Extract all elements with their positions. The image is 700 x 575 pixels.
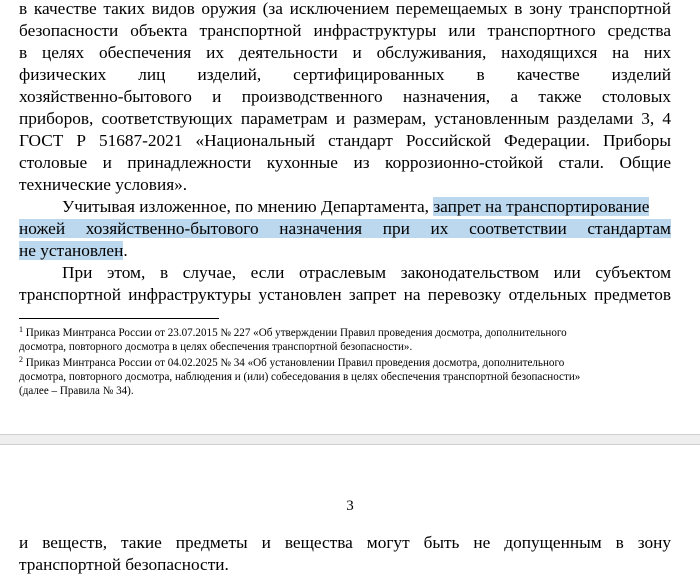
footnote-text: Приказ Минтранса России от 23.07.2015 № 227 «Об утверждении Правил проведения досмотра, дополнительного bbox=[25, 327, 567, 339]
selected-text[interactable]: не установлен bbox=[19, 241, 124, 260]
body-text-line: хозяйственно-бытового и производственного назначения, а также столовых bbox=[19, 87, 671, 106]
body-text-line: в целях обеспечения их деятельности и обслуживания, находящихся на них bbox=[19, 43, 671, 62]
footnote-text: досмотра, повторного досмотра в целях обеспечения транспортной безопасности». bbox=[19, 341, 413, 353]
footnote-text: Приказ Минтранса России от 04.02.2025 № 34 «Об установлении Правил проведения досмотра, дополнительного bbox=[25, 357, 565, 369]
footnote-separator bbox=[19, 318, 219, 319]
body-text-line: приборов, соответствующих параметрам и размерам, установленным разделами 3, 4 bbox=[19, 109, 671, 128]
body-text-line: ГОСТ Р 51687-2021 «Национальный стандарт Российской Федерации. Приборы bbox=[19, 131, 671, 150]
body-text-line: технические условия». bbox=[19, 175, 188, 194]
body-text-line: безопасности объекта транспортной инфраструктуры или транспортного средства bbox=[19, 21, 671, 40]
body-text-line bbox=[19, 240, 671, 261]
selected-text[interactable]: ножей хозяйственно-бытового назначения при их соответствии стандартам bbox=[19, 219, 671, 238]
footnote-mark: 1 bbox=[19, 325, 23, 334]
body-text-line: При этом, в случае, если отраслевым законодательством или субъектом bbox=[62, 263, 671, 282]
body-text-line: в качестве таких видов оружия (за исключением перемещаемых в зону транспортной bbox=[19, 0, 671, 18]
body-text-line bbox=[19, 218, 671, 239]
footnote bbox=[19, 356, 671, 370]
body-text-line: физических лиц изделий, сертифицированных в качестве изделий bbox=[19, 65, 671, 84]
body-text-line: транспортной безопасности. bbox=[19, 555, 229, 574]
body-text-line: и веществ, такие предметы и вещества могут быть не допущенным в зону bbox=[19, 533, 671, 552]
plain-text: . bbox=[123, 241, 128, 260]
footnote-text: (далее – Правила № 34). bbox=[19, 385, 134, 397]
body-text-line: транспортной инфраструктуры установлен запрет на перевозку отдельных предметов bbox=[19, 285, 671, 304]
page-separator bbox=[0, 434, 700, 445]
body-text-line bbox=[62, 196, 671, 217]
footnote-text: досмотра, повторного досмотра, наблюдения и (или) собеседования в целях обеспечения транспортной безопасности» bbox=[19, 371, 581, 383]
page-number: 3 bbox=[346, 498, 354, 514]
plain-text: Учитывая изложенное, по мнению Департамента, bbox=[62, 197, 434, 216]
footnote bbox=[19, 326, 671, 340]
selected-text[interactable]: запрет на транспортирование bbox=[433, 197, 650, 216]
body-text-line: столовые и принадлежности кухонные из коррозионно-стойкой стали. Общие bbox=[19, 153, 671, 172]
footnote-mark: 2 bbox=[19, 355, 23, 364]
